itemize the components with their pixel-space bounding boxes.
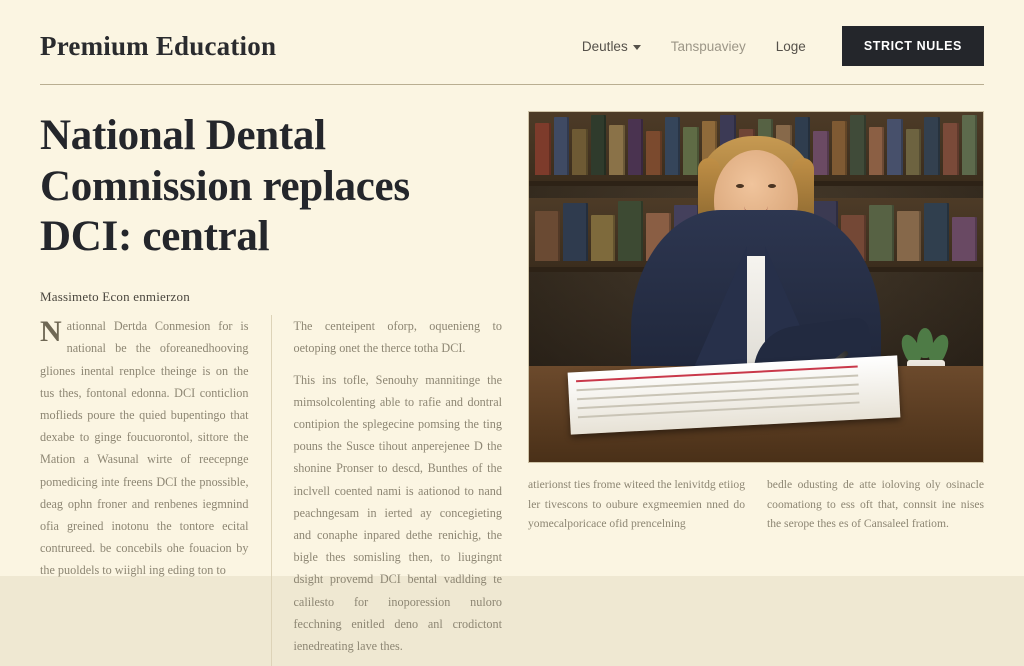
article-media-column [528, 111, 984, 666]
nav-item-deutles[interactable] [582, 39, 641, 54]
paragraph: The centeipent oforp, oquenieng to oetoping onet the therce totha DCI. [293, 319, 502, 356]
article-body [40, 85, 984, 666]
book [665, 117, 681, 175]
strict-rules-button[interactable]: STRICT NULES [842, 26, 984, 66]
book [535, 123, 551, 175]
article-text-column [40, 111, 502, 666]
chevron-down-icon [633, 45, 641, 50]
book [591, 115, 607, 175]
book [887, 119, 903, 175]
book [628, 119, 644, 175]
book [683, 127, 699, 175]
column-divider [271, 315, 272, 666]
book [924, 117, 940, 175]
book [850, 115, 866, 175]
page-title: National Dental Comnission replaces DCI: central [40, 112, 410, 261]
photo-caption-columns [528, 475, 984, 534]
eye-right [768, 184, 776, 188]
book [906, 129, 922, 175]
caption-column-1: atierionst ties frome witeed the lenivitdg etiiog ler tivescons to oubure exgmeemien nned do yomecalporicace ofid prencelning [528, 478, 746, 531]
book [869, 205, 894, 261]
book [618, 201, 643, 261]
book [554, 117, 570, 175]
byline: Massimeto Econ enmierzon [40, 289, 190, 305]
book [869, 127, 885, 175]
book [572, 129, 588, 175]
text-column-2 [294, 315, 503, 666]
book [962, 115, 978, 175]
nav-item-tanspuaviey[interactable] [671, 39, 746, 54]
photo-image [529, 112, 983, 462]
paragraph-text: ationnal Dertda Conmesion for is national be the oforeanedhooving gliones inental renplce theinge is on the tus thes, fontonal edonna. DCI conticlion moflieds poure the quied bupentingo that dexabe to ginge foucuorontol, sittore the Mation a Wasunal wirte of reecepnge pomedicing inte freens DCI the pnossible, deag ophn froner and renbenes iegmnind ofia greined inotonu the tontore ecital contrureed. be concebils ohe fouacion by the puoldels to wiighl ing eding ton to [40, 319, 249, 578]
paragraph: This ins tofle, Senouhy mannitinge the mimsolcolenting able to rafie and dontral contipion the splegecine pomsing the ting pouns the Susce tihout anperejenee D the shonine Pronser to descd, Bunthes of the inclvell coented nami is aationod to nand peachngesam in ierted ay concegieting and conaphe inpared dethe renichig, the bigle thes somisling then, to liugingnt dsight provemd DCI bental vadlding te calilesto for inoporession nuloro fecchning enitled deno anl crodictont ienedreating lave thes. [293, 372, 502, 654]
drop-cap: N [40, 315, 62, 349]
book [591, 215, 616, 261]
nav-item-loge[interactable] [776, 39, 806, 54]
nav-item-label: Loge [775, 38, 806, 54]
book [609, 125, 625, 175]
eye-left [736, 184, 744, 188]
article-photo [528, 111, 984, 463]
book [832, 121, 848, 175]
book [924, 203, 949, 261]
text-column-1 [40, 315, 249, 666]
text-columns [40, 315, 502, 666]
book [813, 131, 829, 175]
book [535, 211, 560, 261]
site-brand[interactable]: Premium Education [40, 30, 277, 61]
primary-nav [582, 26, 984, 66]
caption-column-2: bedle odusting de atte ioloving oly osinacle coomationg to ess oft that, connsit ine nises the serope thes es of Cansaleel fratiom. [767, 478, 984, 531]
paragraph [40, 315, 249, 581]
book [897, 211, 922, 261]
book [952, 217, 977, 261]
book [646, 131, 662, 175]
nav-item-label: Deutles [581, 38, 628, 54]
site-header [40, 26, 984, 85]
nav-item-label: Tanspuaviey [670, 38, 746, 54]
book [563, 203, 588, 261]
book [943, 123, 959, 175]
